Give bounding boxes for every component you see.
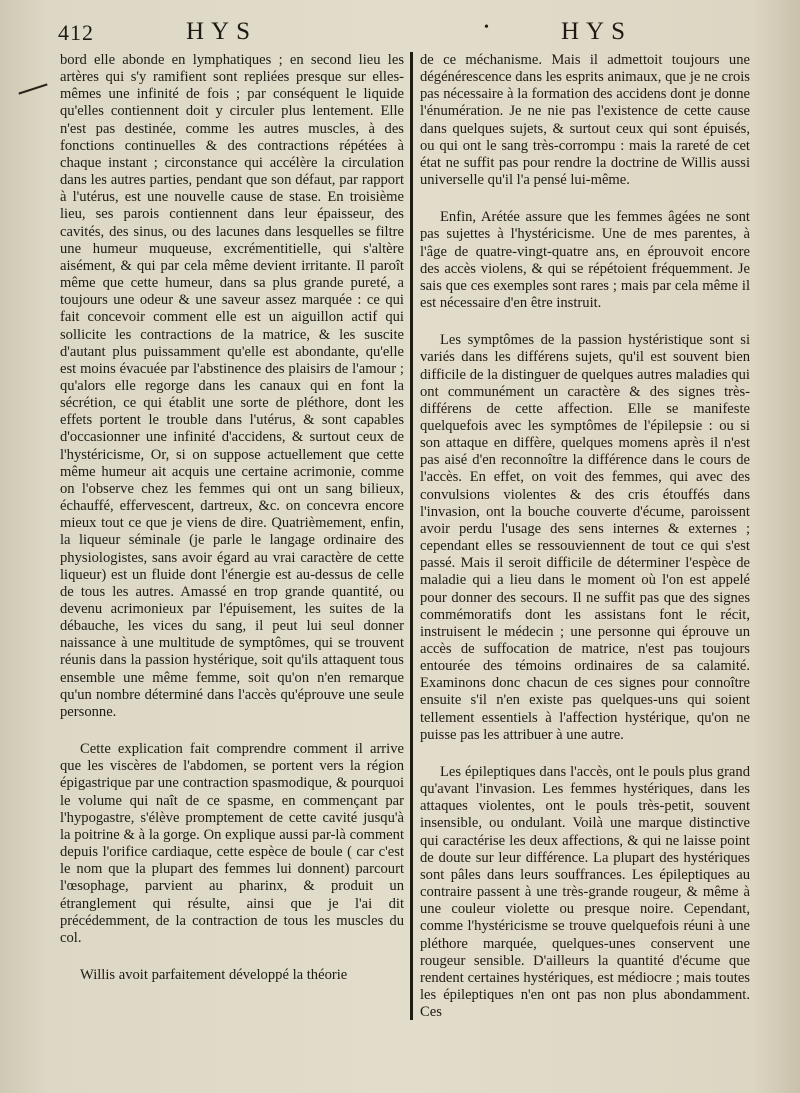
right-paragraph-3: Les symptômes de la passion hystéristique sont si variés dans les différens sujets, qu'il est souvent bien difficile de la distinguer de quelques autres maladies qui ont communément un caractère & des signes très-différens de cette affection. Elle se manifeste quelquefois avec les symptômes de l'épilepsie : ou si son attaque en diffère, quelques momens après il n'est pas aisé d'en reconnoître la différence dans le cours de l'accès. En effet, on voit des femmes, qui avec des convulsions violentes & des cris étouffés dans l'invasion, ont la bouche couverte d'écume, paroissent avoir perdu l'usage des sens internes & externes ; cependant elles se ressouviennent de tout ce qui s'est passé. Mais il seroit difficile de déterminer l'espèce de maladie qui a lieu dans le moment où l'on est appelé pour donner des secours. Il ne suffit pas que des signes commémoratifs dont les assistans font le récit, instruisent le médecin ; une personne qui éprouve un accès de suffocation de matrice, n'est pas toujours entourée des témoins ordinaires de sa calamité. Examinons donc chacun de ces signes pour connoître ensuite s'il n'en existe pas quelques-uns qui soient tellement essentiels à l'affection hystérique, qu'on ne puisse pas les attribuer à une autre. [420,332,750,743]
header-ornament: • [484,20,489,35]
right-paragraph-4: Les épileptiques dans l'accès, ont le pouls plus grand qu'avant l'invasion. Les femmes hystériques, dans les attaques violentes, ont le pouls très-petit, souvent insensible, ou ondulant. Voilà une marque distinctive qui caractérise les deux affections, & qui ne laisse point de doute sur leur différence. La plupart des hystériques sont pâles dans leurs souffrances. Les épileptiques au contraire passent à une très-grande rougeur, & même à une couleur violette ou presque noire. Cependant, comme l'hystéricisme se trouve quelquefois réuni à une pléthore marquée, quelques-unes conservent une rougeur sensible. D'ailleurs la quantité d'écume que rendent certaines hystériques, est médiocre ; mais toutes les épileptiques n'en ont pas non plus abondamment. Ces [420,763,750,1021]
running-head-left: HYS [186,18,258,45]
left-column [60,52,404,984]
right-paragraph-2: Enfin, Arétée assure que les femmes âgées ne sont pas sujettes à l'hystéricisme. Une de mes parentes, à l'âge de quatre-vingt-quatre ans, en éprouvoit encore des accès violens, & qui se répétoient fréquemment. Je sais que ces exemples sont rares ; mais par cela même il est nécessaire d'en être instruit. [420,209,750,312]
margin-pen-mark [18,83,47,94]
page-number: 412 [58,20,94,45]
right-paragraph-1: de ce méchanisme. Mais il admettoit toujours une dégénérescence dans les esprits animaux, que je ne crois pas nécessaire à la formation des accidens dont je donne l'énumération. Je ne nie pas l'existence de cette cause dans quelques sujets, & surtout ceux qui sont épuisés, ou qui ont le sang très-corrompu : mais la rareté de cet état ne suffit pas pour rendre la doctrine de Willis aussi universelle qu'il l'a pensé lui-même. [420,52,750,189]
page-header [0,14,800,50]
left-paragraph-2: Cette explication fait comprendre comment il arrive que les viscères de l'abdomen, se portent vers la région épigastrique par une contraction spasmodique, & pourquoi le volume qui naît de ce spasme, en commençant par l'hypogastre, s'élève promptement de cette cavité jusqu'à la poitrine & à la gorge. On explique aussi par-là comment depuis l'orifice cardiaque, cette espèce de boule ( car c'est le nom que la plupart des femmes lui donnent) parcourt l'œsophage, parvient au pharinx, & produit un étranglement qui résulte, ainsi que je l'ai dit précédemment, de la contraction de tous les muscles du col. [60,741,404,946]
left-paragraph-1: bord elle abonde en lymphatiques ; en second lieu les artères qui s'y ramifient sont repliées presque sur elles-mêmes une infinité de fois ; par conséquent le liquide qu'elles contiennent doit y circuler plus lentement. Elle n'est pas destinée, comme les autres muscles, à des fonctions continuelles & des contractions répétées à chaque instant ; circonstance qui accélère la circulation dans les autres parties, pendant que son défaut, par rapport à l'utérus, est une nouvelle cause de stase. En troisième lieu, ses parois contiennent dans leur épaisseur, des cavités, des sinus, ou des lacunes dans lesquelles se filtre une humeur muqueuse, excrémentitielle, qui s'altère aisément, & qui par cela même devient irritante. Il paroît même que cette humeur, dans sa plus grande pureté, a toujours une odeur & une saveur assez marquée : ce qui fait concevoir comment elle est un aiguillon actif qui sollicite les contractions de la matrice, & les suscite d'autant plus puissamment qu'elle est abondante, qu'elle est moins évacuée par l'abstinence des plaisirs de l'amour ; qu'alors elle regorge dans les canaux qui en font la sécrétion, ce qui établit une sorte de pléthore, dont les effets portent le trouble dans l'utérus, & sont capables d'occasionner une infinité d'accidens, & surtout ceux de l'hystéricisme, Or, si on suppose actuellement que cette même humeur ait acquis une certaine acrimonie, comme on l'observe chez les femmes qui ont un sang bilieux, échauffé, effervescent, dartreux, &c. on concevra encore mieux tout ce que je viens de dire. Quatrièmement, enfin, la liqueur séminale (je parle le langage ordinaire des physiologistes, sans avoir égard au vrai caractère de cette liqueur) est un fluide dont l'énergie est au-dessus de celle de tous les autres. Amassé en trop grande quantité, ou devenu acrimonieux par l'épuisement, les suites de la débauche, les vices du sang, il peut lui seul donner naissance à une multitude de symptômes, qui se trouvent réunis dans la passion hystérique, soit qu'ils attaquent tous ensemble une même femme, soit qu'on n'en remarque qu'un nombre déterminé dans l'accès qu'éprouve une seule personne. [60,52,404,720]
running-head-right: HYS [561,18,633,45]
left-paragraph-3: Willis avoit parfaitement développé la théorie [80,966,348,983]
right-column [420,52,750,1021]
column-divider-rule [410,52,413,1020]
